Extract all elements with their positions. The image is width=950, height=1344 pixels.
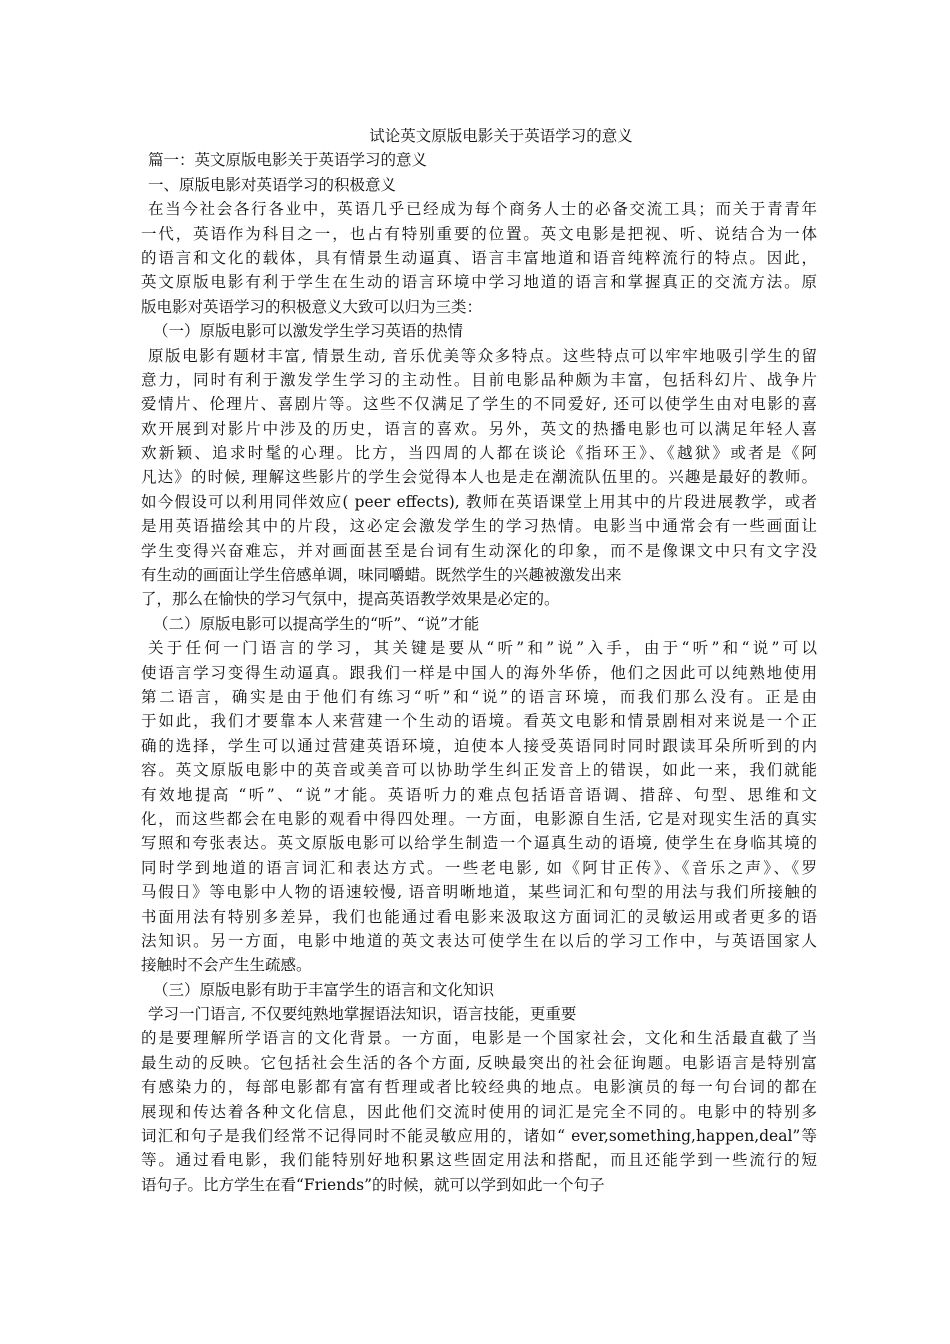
paragraph-line: 的语言和文化的载体，具有情景生动逼真、语言丰富地道和语音纯粹流行的特点。因此，: [141, 248, 817, 267]
paragraph-line: 有生动的画面让学生倍感单调，味同嚼蜡。既然学生的兴趣被激发出来: [141, 566, 622, 585]
paragraph-line: 等。通过看电影，我们能特别好地积累这些固定用法和搭配，而且还能学到一些流行的短: [141, 1151, 817, 1170]
paragraph-line: 欢开展到对影片中涉及的历史，语言的喜欢。另外，英文的热播电影也可以满足年轻人喜: [141, 419, 817, 438]
paragraph-line: 版电影对英语学习的积极意义大致可以归为三类：: [141, 297, 483, 316]
paragraph-line: 词汇和句子是我们经常不记得同时不能灵敏应用的，诸如“ ever,something,happen,deal”等: [141, 1127, 817, 1146]
paragraph-line: 马假日》等电影中人物的语速较慢, 语音明晰地道，某些词汇和句型的用法与我们所接触的: [141, 883, 817, 902]
paragraph-line: 语句子。比方学生在看“Friends”的时候，就可以学到如此一个句子: [141, 1175, 605, 1194]
paragraph-line: 在当今社会各行各业中，英语几乎已经成为每个商务人士的必备交流工具；而关于青青年: [148, 200, 817, 219]
paragraph-line: 爱情片、伦理片、喜剧片等。这些不仅满足了学生的不同爱好, 还可以使学生由对电影的喜: [141, 395, 817, 414]
paragraph-line: 学生变得兴奋难忘，并对画面甚至是台词有生动深化的印象，而不是像课文中只有文字没: [141, 541, 817, 560]
paragraph-line: 第二语言，确实是由于他们有练习“听”和“说”的语言环境，而我们那么没有。正是由: [141, 687, 817, 706]
article-heading: 篇一：英文原版电影关于英语学习的意义: [148, 151, 428, 170]
paragraph-line: 欢新颖、追求时髦的心理。比方，当四周的人都在谈论《指环王》、《越狱》或者是《阿: [141, 444, 817, 463]
paragraph-line: 于如此，我们才要靠本人来营建一个生动的语境。看英文电影和情景剧相对来说是一个正: [141, 712, 817, 731]
document-title: 试论英文原版电影关于英语学习的意义: [369, 127, 633, 145]
paragraph-line: 英文原版电影有利于学生在生动的语言环境中学习地道的语言和掌握真正的交流方法。原: [141, 273, 817, 292]
paragraph-line: 关于任何一门语言的学习，其关键是要从“听”和”说”入手，由于“听”和“说”可以: [148, 639, 817, 658]
paragraph-line: 同时学到地道的语言词汇和表达方式。一些老电影, 如《阿甘正传》、《音乐之声》、《罗: [141, 858, 817, 877]
paragraph-line: 最生动的反映。它包括社会生活的各个方面, 反映最突出的社会征询题。电影语言是特别富: [141, 1053, 817, 1072]
paragraph-line: 书面用法有特别多差异，我们也能通过看电影来汲取这方面词汇的灵敏运用或者更多的语: [141, 907, 817, 926]
subsection-heading: （一）原版电影可以激发学生学习英语的热情: [153, 322, 464, 341]
document-body: [141, 124, 817, 1197]
paragraph-line: 容。英文原版电影中的英音或美音可以协助学生纠正发音上的错误，如此一来，我们就能: [141, 761, 817, 780]
paragraph-line: 凡达》的时候, 理解这些影片的学生会觉得本人也是走在潮流队伍里的。兴趣是最好的教师。: [141, 468, 817, 487]
paragraph-line: 展现和传达着各种文化信息，因此他们交流时使用的词汇是完全不同的。电影中的特别多: [141, 1102, 817, 1121]
section-heading: 一、原版电影对英语学习的积极意义: [148, 175, 397, 194]
paragraph-line: 如今假设可以利用同伴效应( peer effects), 教师在英语课堂上用其中的片段进展教学，或者: [141, 492, 817, 511]
paragraph-line: 接触时不会产生生疏感。: [141, 956, 312, 975]
paragraph-line: 有效地提高 “听”、“说”才能。英语听力的难点包括语音语调、措辞、句型、思维和文: [141, 785, 817, 804]
paragraph-line: 使语言学习变得生动逼真。跟我们一样是中国人的海外华侨，他们之因此可以纯熟地使用: [141, 663, 817, 682]
paragraph-line: 法知识。另一方面，电影中地道的英文表达可使学生在以后的学习工作中，与英语国家人: [141, 931, 817, 950]
paragraph-line: 确的选择，学生可以通过营建英语环境，迫使本人接受英语同时同时跟读耳朵所听到的内: [141, 736, 817, 755]
paragraph-line: 学习一门语言, 不仅要纯熟地掌握语法知识，语言技能，更重要: [148, 1005, 577, 1024]
paragraph-line: 原版电影有题材丰富, 情景生动, 音乐优美等众多特点。这些特点可以牢牢地吸引学生的留: [148, 346, 817, 365]
paragraph-line: 一代，英语作为科目之一，也占有特别重要的位置。英文电影是把视、听、说结合为一体: [141, 224, 817, 243]
subsection-heading: （二）原版电影可以提高学生的“听”、“说”才能: [153, 614, 480, 633]
paragraph-line: 了，那么在愉快的学习气氛中，提高英语教学效果是必定的。: [141, 590, 560, 609]
paragraph-line: 的是要理解所学语言的文化背景。一方面，电影是一个国家社会，文化和生活最直截了当: [141, 1029, 817, 1048]
paragraph-line: 有感染力的，每部电影都有富有哲理或者比较经典的地点。电影演员的每一句台词的都在: [141, 1078, 817, 1097]
subsection-heading: （三）原版电影有助于丰富学生的语言和文化知识: [153, 980, 495, 999]
paragraph-line: 是用英语描绘其中的片段，这必定会激发学生的学习热情。电影当中通常会有一些画面让: [141, 517, 817, 536]
paragraph-line: 化，而这些都会在电影的观看中得四处理。一方面，电影源自生活, 它是对现实生活的真实: [141, 809, 817, 828]
paragraph-line: 写照和夸张表达。英文原版电影可以给学生制造一个逼真生动的语境, 使学生在身临其境的: [141, 834, 817, 853]
paragraph-line: 意力，同时有利于激发学生学习的主动性。目前电影品种颇为丰富，包括科幻片、战争片: [141, 370, 817, 389]
